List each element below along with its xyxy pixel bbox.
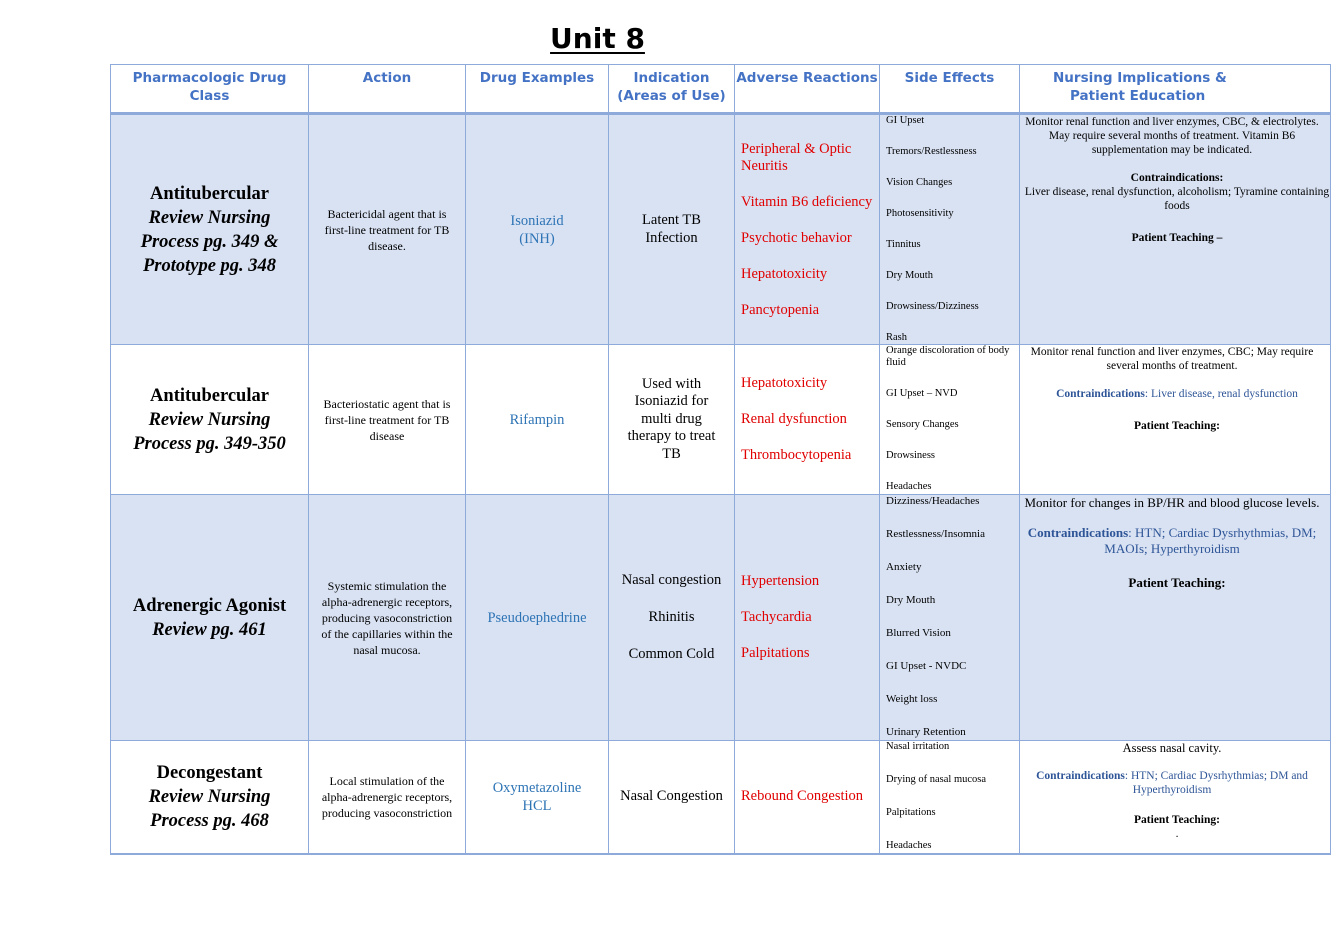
adverse-item: Hepatotoxicity bbox=[741, 265, 828, 282]
drug-class-ref: Process pg. 349 & bbox=[140, 231, 279, 252]
indication-line: Latent TB bbox=[642, 212, 701, 228]
table-row-rifampin bbox=[111, 345, 1331, 495]
header-action: Action bbox=[309, 65, 466, 114]
page-title: Unit 8 bbox=[550, 22, 645, 55]
nursing-cell bbox=[1020, 741, 1331, 854]
contraindications-text: : HTN; Cardiac Dysrhythmias, DM; MAOIs; Hyperthyroidism bbox=[1104, 525, 1317, 556]
header-adverse-reactions: Adverse Reactions bbox=[735, 65, 880, 114]
drug-class-ref: Prototype pg. 348 bbox=[142, 255, 277, 276]
nursing-cell bbox=[1020, 345, 1331, 495]
drug-class-cell bbox=[111, 345, 309, 495]
indication-cell bbox=[609, 495, 735, 741]
contraindications-text: Liver disease, renal dysfunction, alcoholism; Tyramine containing foods bbox=[1024, 186, 1330, 212]
patient-teaching-label: Patient Teaching – bbox=[1131, 232, 1223, 244]
drug-class-name: Decongestant bbox=[156, 762, 263, 783]
side-effects-cell bbox=[880, 741, 1020, 854]
indication-cell bbox=[609, 114, 735, 345]
side-effect-item: Rash bbox=[886, 332, 907, 343]
adverse-cell bbox=[735, 114, 880, 345]
table-row-pseudoephedrine bbox=[111, 495, 1331, 741]
nursing-cell bbox=[1020, 114, 1331, 345]
header-nursing-line2: Patient Education bbox=[1070, 88, 1206, 104]
action-cell: Systemic stimulation the alpha-adrenergic receptors, producing vasoconstriction of the capillaries within the nasal mucosa. bbox=[309, 495, 466, 741]
drug-example: Rifampin bbox=[509, 411, 565, 428]
side-effect-item: GI Upset - NVDC bbox=[886, 660, 967, 672]
adverse-cell bbox=[735, 741, 880, 854]
action-cell: Bacteriostatic agent that is first-line treatment for TB disease bbox=[309, 345, 466, 495]
side-effect-item: Tremors/Restlessness bbox=[886, 146, 977, 157]
header-drug-examples: Drug Examples bbox=[466, 65, 609, 114]
drug-example: Pseudoephedrine bbox=[487, 609, 587, 626]
contraindications-label: Contraindications: bbox=[1130, 172, 1224, 184]
side-effect-item: Restlessness/Insomnia bbox=[886, 528, 985, 540]
side-effect-item: Sensory Changes bbox=[886, 419, 959, 430]
indication-line: Infection bbox=[645, 229, 698, 246]
indication-line: Rhinitis bbox=[648, 609, 695, 625]
drug-class-name: Antitubercular bbox=[150, 183, 269, 204]
side-effects-cell bbox=[880, 495, 1020, 741]
patient-teaching-label: Patient Teaching: bbox=[1128, 575, 1226, 590]
drug-example: (INH) bbox=[519, 230, 555, 247]
drug-example-cell bbox=[466, 114, 609, 345]
table-row-isoniazid bbox=[111, 114, 1331, 345]
drug-class-name: Antitubercular bbox=[150, 385, 269, 406]
indication-line: Nasal Congestion bbox=[620, 788, 723, 804]
side-effect-item: GI Upset bbox=[886, 115, 925, 126]
drug-class-name: Adrenergic Agonist bbox=[132, 595, 287, 616]
side-effects-cell bbox=[880, 345, 1020, 495]
indication-cell bbox=[609, 345, 735, 495]
side-effect-item: Drowsiness bbox=[886, 450, 935, 461]
drug-example-cell bbox=[466, 741, 609, 854]
indication-line: Common Cold bbox=[628, 646, 715, 662]
adverse-item: Vitamin B6 deficiency bbox=[741, 193, 873, 210]
side-effect-item: Anxiety bbox=[886, 561, 922, 573]
adverse-item: Hepatotoxicity bbox=[741, 375, 828, 391]
side-effect-item: Dry Mouth bbox=[886, 594, 936, 606]
indication-cell bbox=[609, 741, 735, 854]
side-effect-item: Vision Changes bbox=[886, 177, 953, 188]
drug-class-ref: Process pg. 468 bbox=[150, 810, 269, 831]
side-effect-item: Orange discoloration of body fluid bbox=[886, 345, 1010, 368]
nursing-monitor: Monitor for changes in BP/HR and blood glucose levels. bbox=[1024, 495, 1320, 510]
side-effect-item: Drying of nasal mucosa bbox=[886, 774, 987, 785]
drug-class-cell bbox=[111, 741, 309, 854]
indication-line: multi drug bbox=[641, 410, 702, 427]
header-indication-line1: Indication bbox=[633, 70, 710, 86]
nursing-monitor: Monitor renal function and liver enzymes, CBC, & electrolytes. May require several months of treatment. Vitamin B6 supplementation may be indicated. bbox=[1025, 116, 1319, 156]
drug-class-ref: Review Nursing bbox=[148, 786, 271, 807]
header-nursing bbox=[1020, 65, 1331, 114]
header-indication bbox=[609, 65, 735, 114]
header-indication-line2: (Areas of Use) bbox=[617, 88, 726, 104]
side-effect-item: Weight loss bbox=[886, 693, 938, 705]
contraindications-label: Contraindications bbox=[1027, 525, 1129, 540]
drug-table bbox=[110, 64, 1331, 855]
side-effect-item: Headaches bbox=[886, 481, 932, 492]
drug-class-cell bbox=[111, 114, 309, 345]
adverse-item: Thrombocytopenia bbox=[741, 447, 852, 463]
adverse-item: Psychotic behavior bbox=[741, 229, 852, 246]
contraindications-text: : Liver disease, renal dysfunction bbox=[1144, 388, 1298, 400]
action-cell: Local stimulation of the alpha-adrenergic receptors, producing vasoconstriction bbox=[309, 741, 466, 854]
contraindications-label: Contraindications bbox=[1056, 388, 1145, 400]
side-effect-item: Tinnitus bbox=[886, 239, 921, 250]
drug-example-cell bbox=[466, 495, 609, 741]
side-effect-item: Palpitations bbox=[886, 807, 936, 818]
nursing-cell bbox=[1020, 495, 1331, 741]
indication-line: Used with bbox=[641, 375, 702, 392]
contraindications-text: : HTN; Cardiac Dysrhythmias; DM and Hyperthyroidism bbox=[1124, 770, 1308, 796]
side-effects-cell bbox=[880, 114, 1020, 345]
adverse-item: Rebound Congestion bbox=[741, 788, 864, 805]
drug-example: Oxymetazoline bbox=[492, 779, 582, 796]
side-effect-item: Photosensitivity bbox=[886, 208, 954, 219]
indication-line: therapy to treat bbox=[627, 428, 716, 445]
nursing-monitor: Monitor renal function and liver enzymes, CBC; May require several months of treatment. bbox=[1030, 346, 1314, 372]
header-nursing-line1: Nursing Implications & bbox=[1053, 70, 1227, 86]
adverse-item: Peripheral & Optic Neuritis bbox=[741, 140, 852, 174]
header-side-effects: Side Effects bbox=[880, 65, 1020, 114]
contraindications-label: Contraindications bbox=[1036, 770, 1125, 782]
side-effect-item: Nasal irritation bbox=[886, 741, 950, 752]
drug-class-ref: Review pg. 461 bbox=[152, 619, 267, 640]
indication-line: TB bbox=[662, 445, 681, 462]
patient-teaching-label: Patient Teaching: bbox=[1134, 814, 1220, 826]
patient-teaching-text: . bbox=[1175, 828, 1179, 840]
drug-class-ref: Review Nursing bbox=[148, 409, 271, 430]
drug-example: HCL bbox=[522, 797, 552, 814]
patient-teaching-label: Patient Teaching: bbox=[1134, 420, 1220, 432]
adverse-item: Renal dysfunction bbox=[741, 411, 847, 427]
header-drug-class: Pharmacologic Drug Class bbox=[111, 65, 309, 114]
table-row-oxymetazoline bbox=[111, 741, 1331, 854]
adverse-cell bbox=[735, 495, 880, 741]
side-effect-item: Drowsiness/Dizziness bbox=[886, 301, 979, 312]
indication-line: Nasal congestion bbox=[621, 572, 722, 588]
adverse-cell bbox=[735, 345, 880, 495]
adverse-item: Pancytopenia bbox=[741, 301, 820, 318]
action-cell: Bactericidal agent that is first-line treatment for TB disease. bbox=[309, 114, 466, 345]
nursing-monitor: Assess nasal cavity. bbox=[1122, 741, 1222, 755]
side-effect-item: Dizziness/Headaches bbox=[886, 495, 980, 507]
adverse-item: Hypertension bbox=[741, 573, 820, 589]
indication-line: Isoniazid for bbox=[634, 393, 709, 410]
side-effect-item: Urinary Retention bbox=[886, 726, 966, 738]
drug-example: Isoniazid bbox=[510, 212, 564, 229]
side-effect-item: GI Upset – NVD bbox=[886, 388, 958, 399]
drug-class-ref: Review Nursing bbox=[148, 207, 271, 228]
header-row bbox=[111, 65, 1331, 114]
side-effect-item: Headaches bbox=[886, 840, 932, 851]
drug-class-cell bbox=[111, 495, 309, 741]
adverse-item: Palpitations bbox=[741, 645, 810, 661]
drug-example-cell bbox=[466, 345, 609, 495]
adverse-item: Tachycardia bbox=[741, 609, 812, 625]
side-effect-item: Dry Mouth bbox=[886, 270, 933, 281]
side-effect-item: Blurred Vision bbox=[886, 627, 951, 639]
drug-class-ref: Process pg. 349-350 bbox=[133, 433, 286, 454]
